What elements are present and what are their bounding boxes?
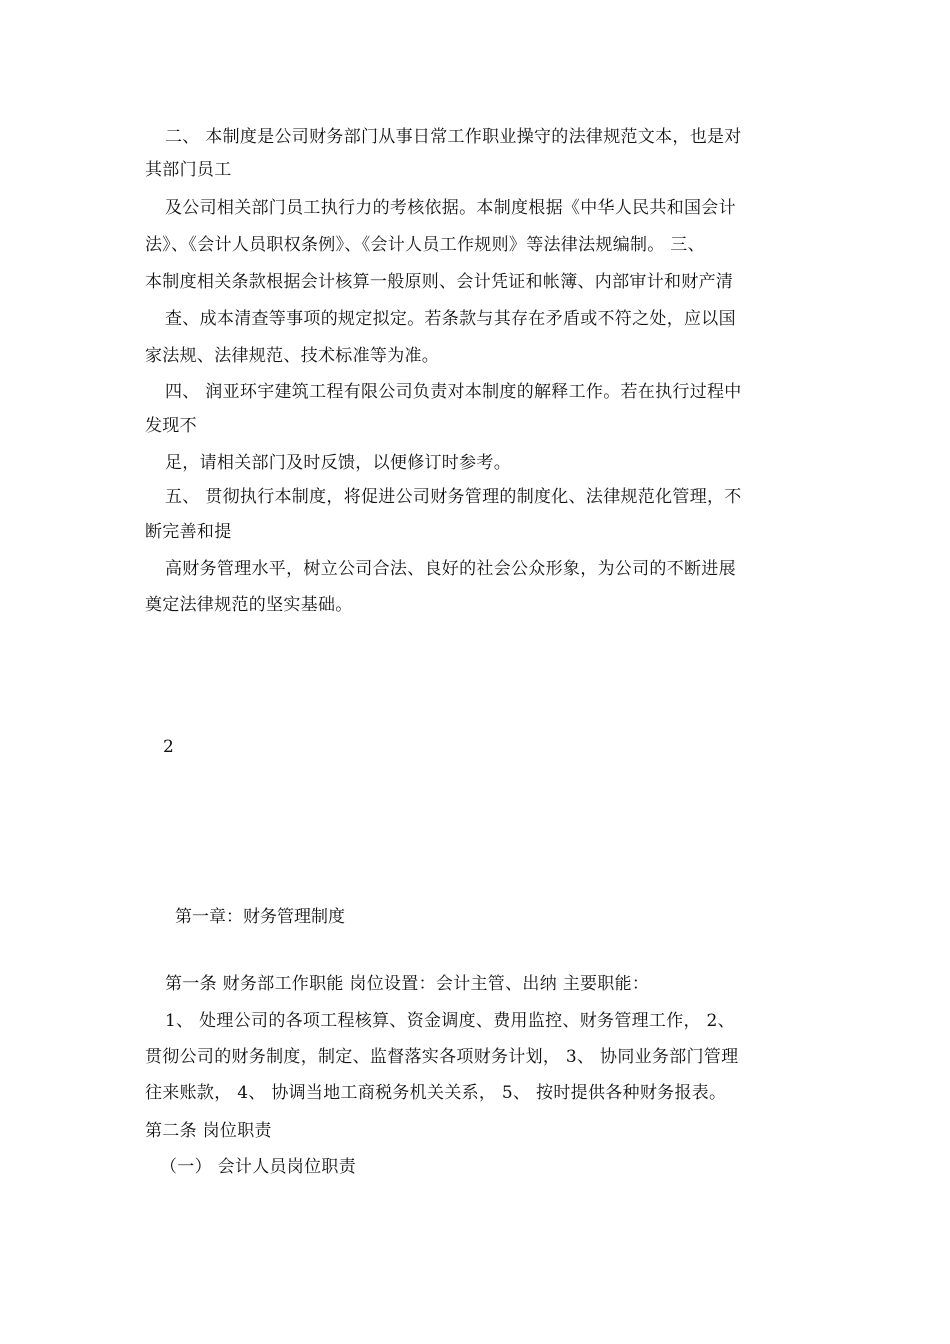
article-heading: 第二条 岗位职责 [145,1121,272,1141]
text-line: 本制度相关条款根据会计核算一般原则、会计凭证和帐簿、内部审计和财产清 [145,272,734,292]
text-line: 及公司相关部门员工执行力的考核依据。本制度根据《中华人民共和国会计 [165,198,736,218]
text-line: 奠定法律规范的坚实基础。 [145,595,353,615]
subsection-heading: （一） 会计人员岗位职责 [160,1157,357,1177]
text-line: 发现不 [145,416,197,436]
text-line: 查、成本清查等事项的规定拟定。若条款与其存在矛盾或不符之处，应以国 [165,309,736,329]
text-line: 法》、《会计人员职权条例》、《会计人员工作规则》等法律法规编制。 三、 [145,235,705,255]
text-line: 高财务管理水平，树立公司合法、良好的社会公众形象，为公司的不断进展 [165,559,736,579]
text-line: 第一条 财务部工作职能 岗位设置：会计主管、出纳 主要职能： [165,974,650,994]
text-line: 五、 贯彻执行本制度，将促进公司财务管理的制度化、法律规范化管理，不 [165,487,742,507]
text-line: 家法规、法律规范、技术标准等为准。 [145,346,440,366]
text-line: 往来账款， 4、 协调当地工商税务机关关系， 5、 按时提供各种财务报表。 [145,1083,727,1103]
text-line: 其部门员工 [145,160,232,180]
text-line: 足，请相关部门及时反馈，以便修订时参考。 [165,453,511,473]
text-line: 贯彻公司的财务制度，制定、监督落实各项财务计划， 3、 协同业务部门管理 [145,1047,739,1067]
text-line: 二、 本制度是公司财务部门从事日常工作职业操守的法律规范文本，也是对 [165,127,742,147]
page-number: 2 [163,737,174,757]
text-line: 断完善和提 [145,522,232,542]
text-line: 四、 润亚环宇建筑工程有限公司负责对本制度的解释工作。若在执行过程中 [165,382,742,402]
chapter-title: 第一章：财务管理制度 [175,907,345,927]
text-line: 1、 处理公司的各项工程核算、资金调度、费用监控、财务管理工作， 2、 [165,1011,735,1031]
